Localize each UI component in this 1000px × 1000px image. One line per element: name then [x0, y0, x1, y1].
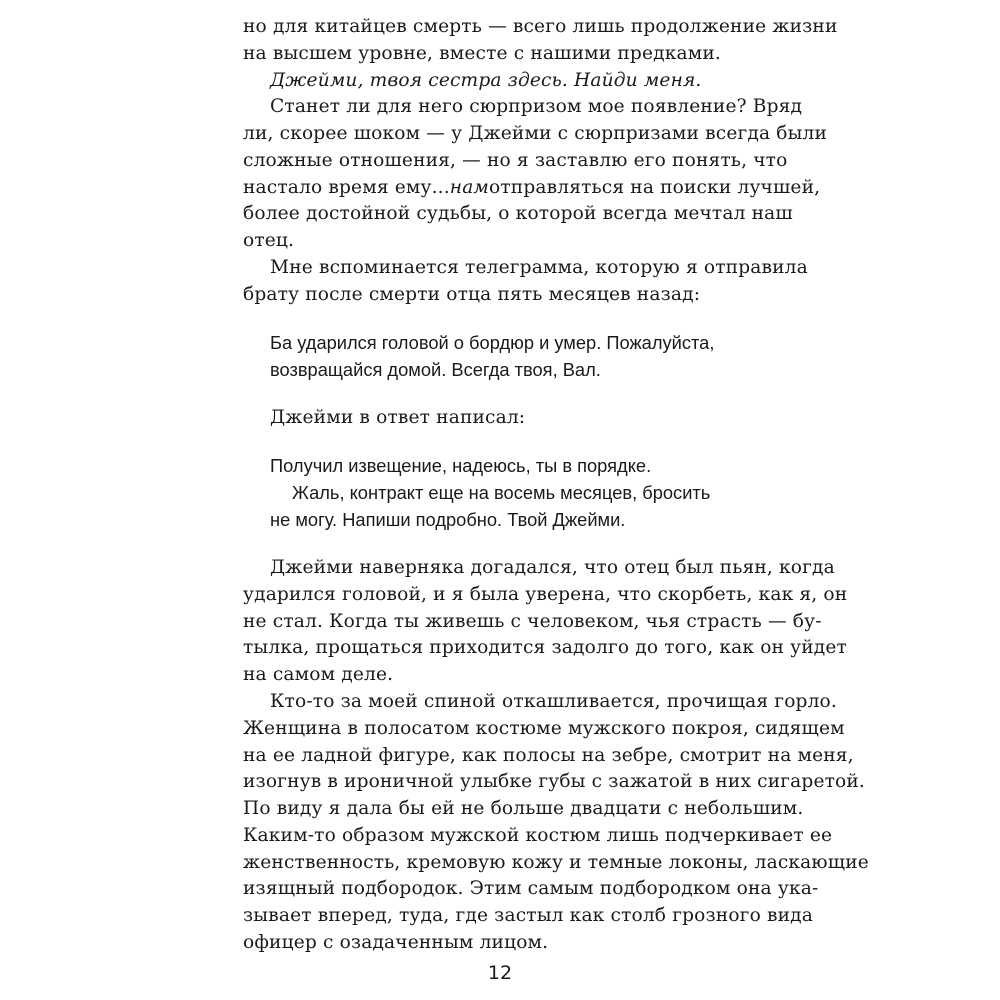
- text-line: на высшем уровне, вместе с нашими предками.: [243, 42, 721, 64]
- telegram-line: не могу. Напиши подробно. Твой Джейми.: [270, 508, 626, 530]
- text-line: ударился головой, и я была уверена, что скорбеть, как я, он: [243, 583, 848, 605]
- italic-text-line: Джейми, твоя сестра здесь. Найди меня.: [270, 69, 702, 91]
- text-line: Станет ли для него сюрпризом мое появление? Вряд: [270, 96, 803, 118]
- telegram-line: Ба ударился головой о бордюр и умер. Пожалуйста,: [270, 332, 715, 354]
- text-line: Каким-то образом мужской костюм лишь подчеркивает ее: [243, 824, 833, 846]
- text-segment: настало время ему...: [243, 176, 450, 198]
- italic-word: нам: [449, 176, 489, 198]
- text-line: офицер с озадаченным лицом.: [243, 932, 549, 953]
- text-line-mixed: [243, 173, 821, 203]
- text-line: не стал. Когда ты живешь с человеком, чья страсть — бу-: [243, 610, 822, 632]
- text-line: изогнув в ироничной улыбке губы с зажатой в них сигаретой.: [243, 771, 865, 793]
- text-line: По виду я дала бы ей не больше двадцати с небольшим.: [243, 798, 804, 820]
- telegram-line: Жаль, контракт еще на восемь месяцев, бросить: [292, 482, 711, 504]
- text-segment: отправляться на поиски лучшей,: [489, 176, 821, 198]
- text-line: на ее ладной фигуре, как полосы на зебре, смотрит на меня,: [243, 744, 854, 766]
- text-line: на самом деле.: [243, 664, 394, 686]
- text-line: Кто-то за моей спиной откашливается, прочищая горло.: [270, 690, 837, 712]
- text-line: более достойной судьбы, о которой всегда мечтал наш: [243, 203, 793, 225]
- page-number: 12: [487, 962, 513, 984]
- telegram-line: возвращайся домой. Всегда твоя, Вал.: [270, 358, 601, 380]
- text-line: женственность, кремовую кожу и темные локоны, ласкающие: [243, 851, 869, 873]
- text-line: тылка, прощаться приходится задолго до того, как он уйдет: [243, 637, 847, 659]
- text-line: отец.: [243, 230, 295, 252]
- text-line: Мне вспоминается телеграмма, которую я отправила: [270, 257, 808, 279]
- text-line: Джейми в ответ написал:: [270, 407, 526, 429]
- telegram-line: Получил извещение, надеюсь, ты в порядке.: [270, 455, 652, 477]
- text-line: ли, скорее шоком — у Джейми с сюрпризами всегда были: [243, 123, 828, 145]
- text-line: Джейми наверняка догадался, что отец был пьян, когда: [270, 557, 835, 579]
- text-line: изящный подбородок. Этим самым подбородком она ука-: [243, 878, 819, 900]
- text-line: сложные отношения, — но я заставлю его понять, что: [243, 149, 788, 171]
- text-line: Женщина в полосатом костюме мужского покроя, сидящем: [243, 717, 845, 739]
- text-line: зывает вперед, туда, где застыл как столб грозного вида: [243, 905, 813, 927]
- text-line: брату после смерти отца пять месяцев назад:: [243, 283, 701, 305]
- text-line: но для китайцев смерть — всего лишь продолжение жизни: [243, 16, 838, 37]
